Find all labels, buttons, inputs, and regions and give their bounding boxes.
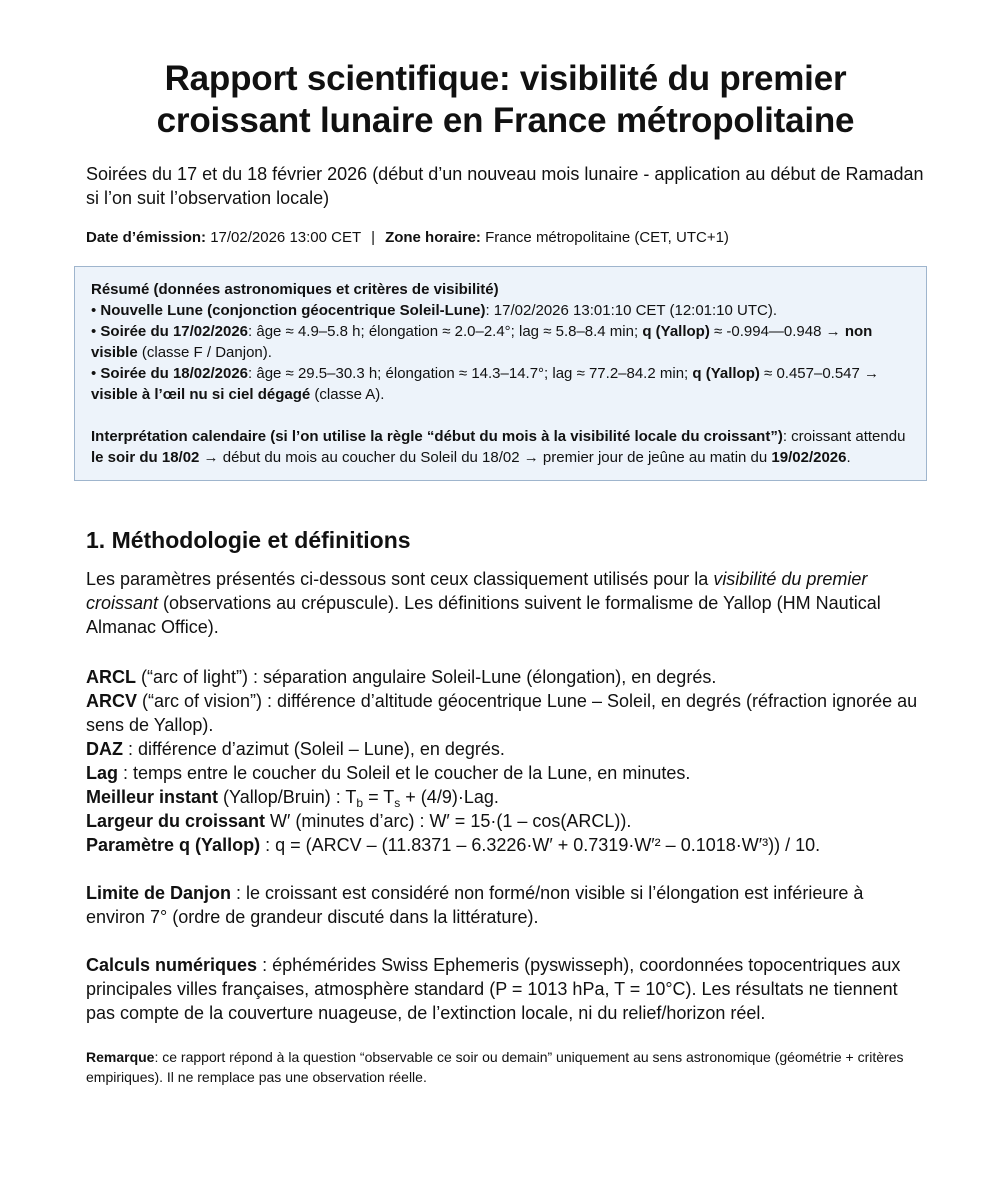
- definition-text: : différence d’azimut (Soleil – Lune), en degrés.: [123, 739, 505, 759]
- definition-lag: [86, 761, 925, 785]
- remark-label: Remarque: [86, 1049, 155, 1065]
- summary-heading: [91, 279, 910, 300]
- definition-text: = T: [363, 787, 395, 807]
- evening-17-q-value: ≈ -0.994—0.948 →: [709, 323, 845, 340]
- definition-term: Lag: [86, 763, 119, 783]
- summary-evening-18: [91, 363, 910, 405]
- definition-term: Largeur du croissant: [86, 811, 266, 831]
- report-meta: [86, 228, 925, 248]
- definition-term: Paramètre q (Yallop): [86, 835, 261, 855]
- newmoon-value: : 17/02/2026 13:01:10 CET (12:01:10 UTC).: [485, 302, 778, 319]
- interpretation-label: Interprétation calendaire (si l’on utilise la règle “début du mois à la visibilité locale du croissant”): [91, 428, 783, 445]
- intro-text: (observations au crépuscule). Les définitions suivent le formalisme de Yallop (HM Nautical Almanac Office).: [86, 593, 881, 637]
- interpretation-date: 19/02/2026: [771, 449, 847, 466]
- definition-text: : q = (ARCV – (11.8371 – 6.3226·W′ + 0.7319·W′² – 0.1018·W′³)) / 10.: [260, 835, 821, 855]
- report-subtitle: Soirées du 17 et du 18 février 2026 (début d’un nouveau mois lunaire - application au début de Ramadan si l’on suit l’observation locale): [86, 164, 924, 208]
- definition-text: : temps entre le coucher du Soleil et le coucher de la Lune, en minutes.: [118, 763, 691, 783]
- definition-text: (Yallop/Bruin) : T: [218, 787, 357, 807]
- definition-q-parameter: [86, 833, 925, 857]
- definition-term: Limite de Danjon: [86, 883, 232, 903]
- definition-arcv: [86, 689, 925, 737]
- summary-newmoon: [91, 300, 910, 321]
- interpretation-evening: le soir du 18/02: [91, 449, 200, 466]
- timezone-label: Zone horaire:: [385, 229, 481, 246]
- definition-text: + (4/9)·Lag.: [400, 787, 499, 807]
- report-title: Rapport scientifique: visibilité du premier croissant lunaire en France métropolitaine: [156, 59, 855, 140]
- danjon-limit: [86, 881, 925, 929]
- definition-text: : éphémérides Swiss Ephemeris (pyswisseph), coordonnées topocentriques aux principales villes françaises, atmosphère standard (P = 1013 hPa, T = 10°C). Les résultats ne tiennent pas compte de la couverture nuageuse, de l’extinction locale, ni du relief/horizon réel.: [86, 955, 901, 1023]
- definition-term: ARCL: [86, 667, 136, 687]
- evening-18-q-label: q (Yallop): [692, 365, 760, 382]
- summary-evening-17: [91, 321, 910, 363]
- definition-term: ARCV: [86, 691, 138, 711]
- evening-17-verdict: non visible: [91, 323, 873, 361]
- definition-arcl: [86, 665, 925, 689]
- intro-text: Les paramètres présentés ci-dessous sont ceux classiquement utilisés pour la: [86, 569, 714, 589]
- evening-18-verdict: visible à l’œil nu si ciel dégagé: [91, 386, 311, 403]
- definition-term: DAZ: [86, 739, 123, 759]
- summary-heading-text: Résumé (données astronomiques et critères de visibilité): [91, 281, 499, 298]
- definition-text: : le croissant est considéré non formé/non visible si l’élongation est inférieure à environ 7° (ordre de grandeur discuté dans la littérature).: [86, 883, 864, 927]
- interpretation-text: : croissant attendu: [782, 428, 906, 445]
- definition-text: (“arc of vision”) : différence d’altitude géocentrique Lune – Soleil, en degrés (réfraction ignorée au sens de Yallop).: [86, 691, 918, 735]
- evening-17-q-label: q (Yallop): [642, 323, 710, 340]
- evening-17-label: Soirée du 17/02/2026: [100, 323, 249, 340]
- subscript: s: [394, 796, 401, 810]
- definition-text: (“arc of light”) : séparation angulaire Soleil-Lune (élongation), en degrés.: [136, 667, 717, 687]
- evening-18-class: (classe A).: [310, 386, 385, 403]
- evening-18-label: Soirée du 18/02/2026: [100, 365, 249, 382]
- issue-date-value: 17/02/2026 13:00 CET: [206, 229, 362, 246]
- timezone-value: France métropolitaine (CET, UTC+1): [480, 229, 729, 246]
- evening-17-values: : âge ≈ 4.9–5.8 h; élongation ≈ 2.0–2.4°; lag ≈ 5.8–8.4 min;: [248, 323, 643, 340]
- interpretation-text: → début du mois au coucher du Soleil du 18/02 → premier jour de jeûne au matin du: [199, 449, 772, 466]
- summary-box: [74, 266, 927, 481]
- intro-italic: visibilité du premier croissant: [86, 569, 868, 613]
- numerical-calculations: [86, 953, 925, 1025]
- remark-text: : ce rapport répond à la question “observable ce soir ou demain” uniquement au sens astronomique (géométrie + critères empiriques). Il ne remplace pas une observation réelle.: [86, 1049, 904, 1085]
- definition-daz: [86, 737, 925, 761]
- definition-term: Meilleur instant: [86, 787, 219, 807]
- section-heading-methodology: 1. Méthodologie et définitions: [86, 527, 411, 553]
- bullet: •: [91, 323, 101, 340]
- bullet: •: [91, 302, 101, 319]
- definition-best-time: [86, 785, 925, 809]
- evening-17-class: (classe F / Danjon).: [137, 344, 272, 361]
- evening-18-q-value: ≈ 0.457–0.547 →: [759, 365, 880, 382]
- bullet: •: [91, 365, 101, 382]
- methodology-body: [86, 567, 925, 1025]
- issue-date-label: Date d’émission:: [86, 229, 207, 246]
- definition-term: Calculs numériques: [86, 955, 258, 975]
- evening-18-values: : âge ≈ 29.5–30.3 h; élongation ≈ 14.3–14.7°; lag ≈ 77.2–84.2 min;: [248, 365, 693, 382]
- methodology-intro: [86, 567, 925, 639]
- definitions-list: [86, 665, 925, 857]
- remark-note: [86, 1047, 925, 1087]
- definition-crescent-width: [86, 809, 925, 833]
- definition-text: W′ (minutes d’arc) : W′ = 15·(1 – cos(ARCL)).: [265, 811, 632, 831]
- subscript: b: [356, 796, 364, 810]
- interpretation-end: .: [846, 449, 851, 466]
- meta-separator: |: [371, 229, 376, 246]
- newmoon-label: Nouvelle Lune (conjonction géocentrique Soleil-Lune): [100, 302, 486, 319]
- summary-spacer: [91, 405, 910, 426]
- summary-interpretation: [91, 426, 910, 468]
